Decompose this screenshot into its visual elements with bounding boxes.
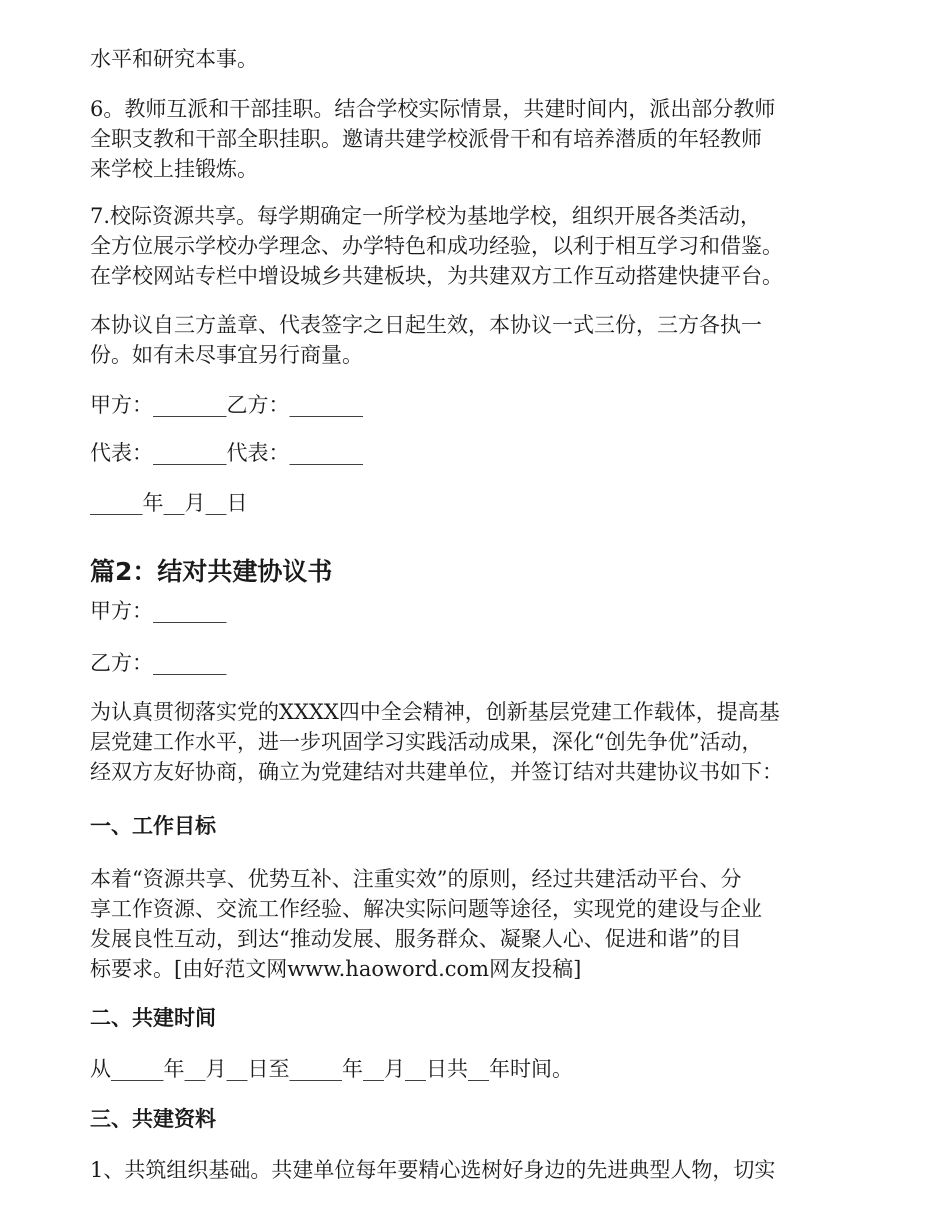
party-a-field: 甲方：_______ <box>90 599 227 623</box>
section-2-heading: 二、共建时间 <box>90 1006 216 1030</box>
text-line: 本着“资源共享、优势互补、注重实效”的原则，经过共建活动平台、分 <box>90 867 742 891</box>
paragraph-section-1 <box>90 864 905 984</box>
text-line: 在学校网站专栏中增设城乡共建板块，为共建双方工作互动搭建快捷平台。 <box>90 264 783 288</box>
text-line: 份。如有未尽事宜另行商量。 <box>90 343 363 367</box>
paragraph-effective-clause <box>90 310 905 370</box>
text-line: 发展良性互动，到达“推动发展、服务群众、凝聚人心、促进和谐”的目 <box>90 927 742 951</box>
section-3-heading: 三、共建资料 <box>90 1107 216 1131</box>
text-line: 全方位展示学校办学理念、办学特色和成功经验，以利于相互学习和借鉴。 <box>90 234 783 258</box>
text-line: 层党建工作水平，进一步巩固学习实践活动成果，深化“创先争优”活动， <box>90 730 763 754</box>
party-b-field: 乙方：_______ <box>90 651 227 675</box>
text-line: 经双方友好协商，确立为党建结对共建单位，并签订结对共建协议书如下： <box>90 760 783 784</box>
section-1-heading: 一、工作目标 <box>90 814 216 838</box>
text-line: 全职支教和干部全职挂职。邀请共建学校派骨干和有培养潜质的年轻教师 <box>90 127 762 151</box>
text-line: 来学校上挂锻炼。 <box>90 157 258 181</box>
paragraph-preamble <box>90 697 905 787</box>
text-line: 7.校际资源共享。每学期确定一所学校为基地学校，组织开展各类活动， <box>90 204 762 228</box>
paragraph-item-6 <box>90 94 905 184</box>
signature-parties-line: 甲方：_______乙方：_______ <box>90 393 363 417</box>
text-line: 水平和研究本事。 <box>90 47 258 71</box>
paragraph-section-3-item-1: 1、共筑组织基础。共建单位每年要精心选树好身边的先进典型人物，切实 <box>90 1158 776 1182</box>
text-line: 本协议自三方盖章、代表签字之日起生效，本协议一式三份，三方各执一 <box>90 313 762 337</box>
signature-representatives-line: 代表：_______代表：_______ <box>90 441 363 465</box>
chapter-2-title: 篇2：结对共建协议书 <box>90 557 333 586</box>
paragraph-item-7 <box>90 201 905 291</box>
text-line: 为认真贯彻落实党的XXXX四中全会精神，创新基层党建工作载体，提高基 <box>90 700 780 724</box>
text-line: 6。教师互派和干部挂职。结合学校实际情景，共建时间内，派出部分教师 <box>90 97 776 121</box>
paragraph-section-2: 从_____年__月__日至_____年__月__日共__年时间。 <box>90 1057 573 1081</box>
text-line: 享工作资源、交流工作经验、解决实际问题等途径，实现党的建设与企业 <box>90 897 762 921</box>
signature-date-line: _____年__月__日 <box>90 491 248 515</box>
text-line: 标要求。[由好范文网www.haoword.com网友投稿] <box>90 957 582 981</box>
paragraph-intro-tail <box>90 44 905 74</box>
